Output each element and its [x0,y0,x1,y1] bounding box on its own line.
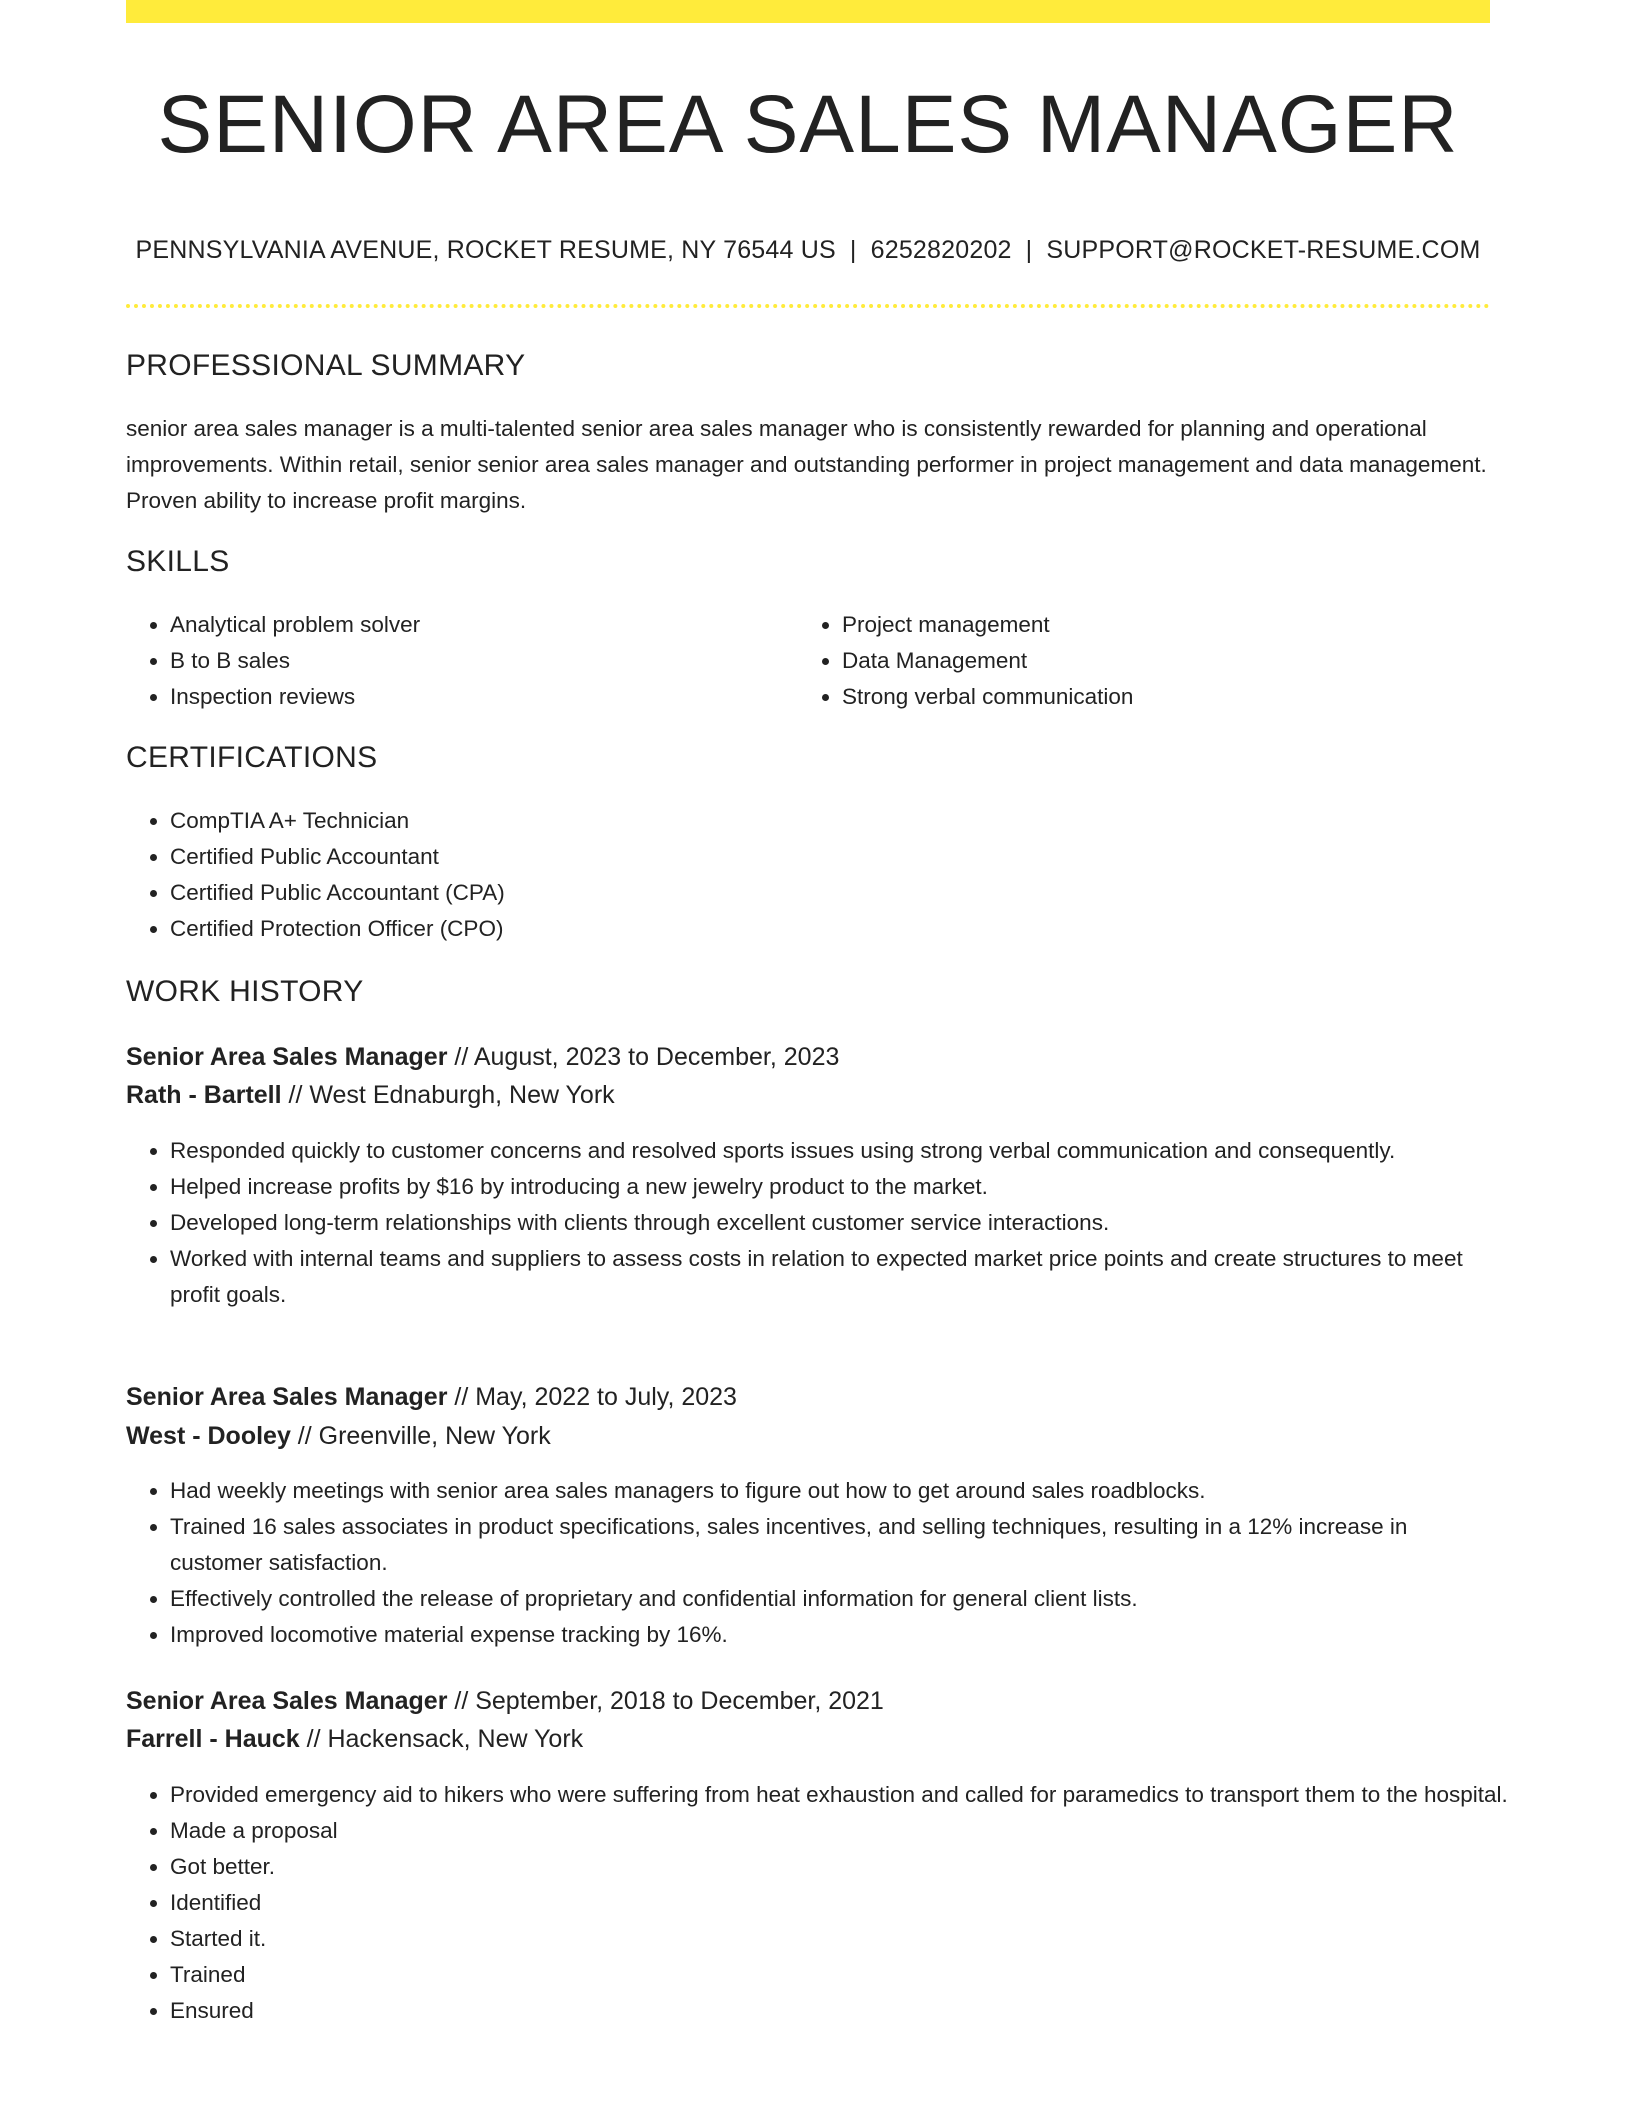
skill-item: • B to B sales [170,643,790,679]
job-bullet: • Trained [170,1957,1534,1993]
job-bullet: • Helped increase profits by $16 by introducing a new jewelry product to the market. [170,1169,1490,1205]
job-dates: // May, 2022 to July, 2023 [454,1383,737,1411]
skill-item: • Project management [842,607,1462,643]
skill-item: • Strong verbal communication [842,679,1462,715]
job-company-line [126,1725,583,1754]
job-bullet: • Had weekly meetings with senior area sales managers to figure out how to get around sales roadblocks. [170,1473,1490,1509]
certification-item: • CompTIA A+ Technician [170,803,1470,839]
job-bullet: • Identified [170,1885,1534,1921]
contact-phone: 6252820202 [870,236,1012,264]
job-bullet: • Provided emergency aid to hikers who were suffering from heat exhaustion and called for paramedics to transport them to the hospital. [170,1777,1534,1813]
job-title-line [126,1383,737,1412]
job-bullet: • Trained 16 sales associates in product specifications, sales incentives, and selling techniques, resulting in a 12% increase in customer satisfaction. [170,1509,1490,1581]
contact-address: PENNSYLVANIA AVENUE, ROCKET RESUME, NY 76544 US [135,236,836,264]
certifications-list [126,803,1470,947]
job-location: // Greenville, New York [297,1422,551,1450]
job-location: // Hackensack, New York [306,1725,584,1753]
job-company: West - Dooley [126,1422,291,1450]
top-accent-bar [126,0,1490,23]
skills-list-left [126,607,790,715]
contact-email: SUPPORT@ROCKET-RESUME.COM [1046,236,1481,264]
job-title-line [126,1687,884,1716]
job-company-line [126,1422,551,1451]
job-bullets [126,1133,1490,1313]
skills-list-right [798,607,1462,715]
skill-item: • Inspection reviews [170,679,790,715]
job-bullets [126,1473,1490,1653]
certification-item: • Certified Protection Officer (CPO) [170,911,1470,947]
summary-heading: PROFESSIONAL SUMMARY [126,349,526,382]
skill-item: • Analytical problem solver [170,607,790,643]
certification-item: • Certified Public Accountant (CPA) [170,875,1470,911]
job-role: Senior Area Sales Manager [126,1043,448,1071]
job-company: Farrell - Hauck [126,1725,300,1753]
job-title-line [126,1043,839,1072]
job-location: // West Ednaburgh, New York [288,1081,615,1109]
job-bullets [126,1777,1534,2029]
job-bullet: • Got better. [170,1849,1534,1885]
resume-name: SENIOR AREA SALES MANAGER [157,79,1459,170]
job-dates: // August, 2023 to December, 2023 [454,1043,840,1071]
job-bullet: • Improved locomotive material expense tracking by 16%. [170,1617,1490,1653]
skill-item: • Data Management [842,643,1462,679]
job-company-line [126,1081,615,1110]
work-history-heading: WORK HISTORY [126,975,364,1008]
job-bullet: • Ensured [170,1993,1534,2029]
job-dates: // September, 2018 to December, 2021 [454,1687,884,1715]
contact-line [126,236,1490,265]
contact-separator: | [849,236,857,264]
job-bullet: • Developed long-term relationships with clients through excellent customer service interactions. [170,1205,1490,1241]
summary-text: senior area sales manager is a multi-talented senior area sales manager who is consistently rewarded for planning and operational improvements. Within retail, senior senior area sales manager and outstanding performer in project management and data management. Proven ability to increase profit margins. [126,416,1487,513]
job-bullet: • Responded quickly to customer concerns and resolved sports issues using strong verbal communication and consequently. [170,1133,1490,1169]
job-bullet: • Started it. [170,1921,1534,1957]
certifications-heading: CERTIFICATIONS [126,741,378,774]
job-role: Senior Area Sales Manager [126,1687,448,1715]
job-role: Senior Area Sales Manager [126,1383,448,1411]
job-bullet: • Made a proposal [170,1813,1534,1849]
contact-separator: | [1025,236,1033,264]
header-divider [126,304,1490,308]
certification-item: • Certified Public Accountant [170,839,1470,875]
job-bullet: • Effectively controlled the release of proprietary and confidential information for general client lists. [170,1581,1490,1617]
job-company: Rath - Bartell [126,1081,282,1109]
job-bullet: • Worked with internal teams and suppliers to assess costs in relation to expected market price points and create structures to meet profit goals. [170,1241,1490,1313]
skills-heading: SKILLS [126,545,230,578]
